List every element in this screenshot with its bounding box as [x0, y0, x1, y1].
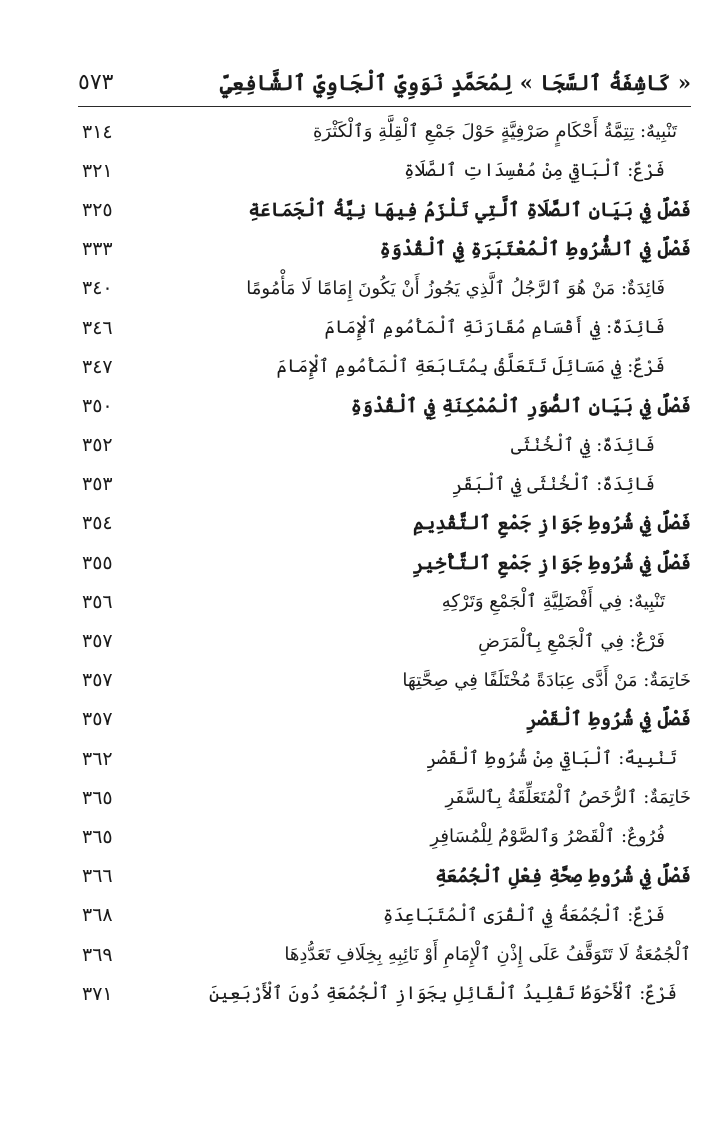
toc-page-number: ٣١٤ [82, 120, 113, 143]
toc-entry-title: تَنْبِيهٌ: تِتِمَّةُ أَحْكَامٍ صَرْفِيَّةٍ حَوْلَ جَمْعِ ٱلْقِلَّةِ وَٱلْكَثْرَةِ [313, 121, 677, 143]
toc-entry [78, 857, 691, 896]
toc-page-number: ٣٢٥ [82, 198, 113, 221]
toc-entry [78, 504, 691, 543]
toc-entry-title: خَاتِمَةٌ: ٱلرُّخَصُ ٱلْمُتَعَلِّقَةُ بِٱلسَّفَرِ [445, 787, 691, 809]
toc-entry [78, 661, 691, 700]
toc-entry [78, 112, 691, 151]
toc-page-number: ٣٦٨ [82, 904, 113, 927]
toc-entry [78, 817, 691, 856]
toc-page-number: ٣٥٢ [82, 434, 113, 457]
toc-entry [78, 739, 691, 778]
toc-entry [78, 190, 691, 229]
toc-entry-title: فَرْعٌ: ٱلْأَحْوَطُ تَقْلِيدُ ٱلْقَائِلِ بِجَوَازِ ٱلْجُمُعَةِ دُونَ ٱلْأَرْبَعِينَ [209, 983, 677, 1005]
toc-entry [78, 974, 691, 1013]
toc-entry-title: فَائِدَةٌ: ٱلْخُنْثَى فِي ٱلْبَقَرِ [452, 473, 655, 495]
toc-page-number: ٣٦٥ [82, 786, 113, 809]
toc-entry-title: خَاتِمَةٌ: مَنْ أَدَّى عِبَادَةً مُخْتَلَفًا فِي صِحَّتِهَا [402, 669, 691, 691]
toc-page-number: ٣٥٦ [82, 590, 113, 613]
toc-entry [78, 308, 691, 347]
toc-entry-title: فَصْلٌ فِي بَيَانِ ٱلصَّلَاةِ ٱلَّتِي تَلْزَمُ فِيهَا نِيَّةُ ٱلْجَمَاعَةِ [248, 198, 691, 221]
toc-page-number: ٣٢١ [82, 159, 113, 182]
toc-entry [78, 621, 691, 660]
toc-entry-title: فَرْعٌ: ٱلْبَاقِي مِنْ مُفْسِدَاتِ ٱلصَّلَاةِ [404, 160, 665, 182]
page-number: ٥٧٣ [78, 69, 114, 95]
toc-entry [78, 465, 691, 504]
toc-entry [78, 230, 691, 269]
toc-page-number: ٣٥٥ [82, 551, 113, 574]
toc-entry-title: فَصْلٌ فِي بَيَانِ ٱلصُّوَرِ ٱلْمُمْكِنَةِ فِي ٱلْقُدْوَةِ [350, 394, 691, 417]
toc-entry-title: فَصْلٌ فِي شُرُوطِ صِحَّةِ فِعْلِ ٱلْجُمُعَةِ [435, 865, 691, 888]
toc-entry-title: ٱلْجُمُعَةُ لَا تَتَوَقَّفُ عَلَى إِذْنِ ٱلْإِمَامِ أَوْ نَائِبِهِ بِخِلَافِ تَعَدُّدِهَا [284, 944, 691, 966]
toc-entry [78, 269, 691, 308]
toc-entry-title: فَائِدَةٌ: فِي أَقْسَامِ مُقَارَنَةِ ٱلْمَأْمُومِ ٱلْإِمَامَ [324, 317, 665, 339]
toc-entry-title: فَصْلٌ فِي ٱلشُّرُوطِ ٱلْمُعْتَبَرَةِ فِي ٱلْقُدْوَةِ [379, 238, 691, 261]
toc-page-number: ٣٥٧ [82, 708, 113, 731]
toc-page-number: ٣٧١ [82, 982, 113, 1005]
toc-page-number: ٣٣٣ [82, 238, 113, 261]
toc-page-number: ٣٤٦ [82, 316, 113, 339]
toc-entry [78, 778, 691, 817]
toc-entry-title: فَائِدَةٌ: مَنْ هُوَ ٱلرَّجُلُ ٱلَّذِي يَجُوزُ أَنْ يَكُونَ إِمَامًا لَا مَأْمُومًا [246, 277, 665, 299]
toc-entry-title: فَصْلٌ فِي شُرُوطِ جَوَازِ جَمْعِ ٱلتَّقْدِيمِ [413, 512, 691, 535]
toc-page-number: ٣٤٠ [82, 277, 113, 300]
running-title: « كَاشِفَةُ ٱلسَّجَا » لِمُحَمَّدٍ نَوَوِيِّ ٱلْجَاوِيِّ ٱلشَّافِعِيِّ [219, 69, 691, 95]
toc-entry [78, 935, 691, 974]
toc-page-number: ٣٥٧ [82, 669, 113, 692]
toc-entry-title: فُرُوعٌ: ٱلْقَصْرُ وَٱلصَّوْمُ لِلْمُسَافِرِ [430, 826, 665, 848]
toc-entry [78, 151, 691, 190]
toc-entry [78, 426, 691, 465]
running-header [78, 62, 691, 102]
table-of-contents [78, 112, 691, 1013]
toc-entry-title: فَصْلٌ فِي شُرُوطِ جَوَازِ جَمْعِ ٱلتَّأْخِيرِ [413, 551, 691, 574]
toc-page-number: ٣٤٧ [82, 355, 113, 378]
toc-entry-title: تَنْبِيهٌ: فِي أَفْضَلِيَّةِ ٱلْجَمْعِ وَتَرْكِهِ [441, 591, 665, 613]
toc-entry-title: فَصْلٌ فِي شُرُوطِ ٱلْقَصْرِ [526, 708, 691, 731]
toc-page-number: ٣٥٤ [82, 512, 113, 535]
toc-page-number: ٣٥٠ [82, 394, 113, 417]
toc-entry-title: تَنْبِيهٌ: ٱلْبَاقِي مِنْ شُرُوطِ ٱلْقَصْرِ [426, 748, 677, 770]
toc-page-number: ٣٦٢ [82, 747, 113, 770]
toc-entry [78, 896, 691, 935]
toc-page-number: ٣٦٩ [82, 943, 113, 966]
toc-entry [78, 386, 691, 425]
toc-entry [78, 582, 691, 621]
toc-page-number: ٣٦٥ [82, 825, 113, 848]
toc-entry-title: فَرْعٌ: فِي ٱلْجَمْعِ بِٱلْمَرَضِ [478, 630, 665, 652]
toc-page-number: ٣٦٦ [82, 865, 113, 888]
toc-entry [78, 347, 691, 386]
toc-entry-title: فَائِدَةٌ: فِي ٱلْخُنْثَى [510, 434, 655, 456]
toc-entry [78, 543, 691, 582]
toc-entry-title: فَرْعٌ: ٱلْجُمُعَةُ فِي ٱلْقُرَى ٱلْمُتَبَاعِدَةِ [382, 904, 665, 926]
toc-entry [78, 700, 691, 739]
toc-entry-title: فَرْعٌ: فِي مَسَائِلَ تَتَعَلَّقُ بِمُتَابَعَةِ ٱلْمَأْمُومِ ٱلْإِمَامَ [276, 356, 665, 378]
header-rule [78, 106, 691, 107]
toc-page-number: ٣٥٧ [82, 630, 113, 653]
toc-page-number: ٣٥٣ [82, 473, 113, 496]
